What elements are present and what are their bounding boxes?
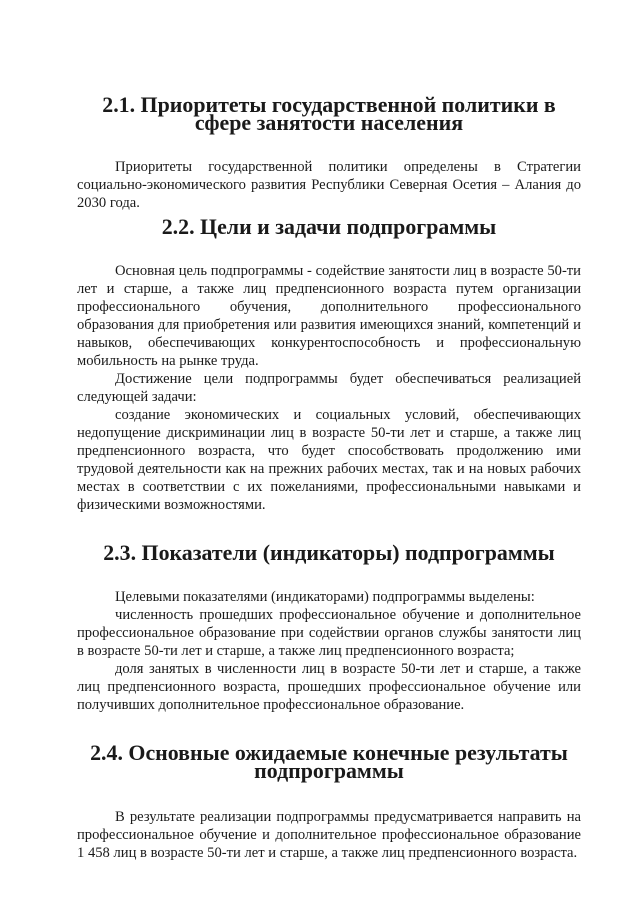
- section-heading-goals: 2.2. Цели и задачи подпрограммы: [161, 214, 497, 239]
- priorities-paragraph: Приоритеты государственной политики определены в Стратегии социально-экономического развития Республики Северная Осетия – Алания до 2030 года.: [77, 159, 581, 211]
- indicator-item-share: доля занятых в численности лиц в возрасте 50-ти лет и старше, а также лиц предпенсионного возраста, прошедших профессиональное обучение или получивших дополнительное профессиональное образование.: [77, 661, 581, 713]
- goals-main-paragraph: Основная цель подпрограммы - содействие занятости лиц в возрасте 50-ти лет и старше, а также лиц предпенсионного возраста путем организации профессионального обучения, дополнительного профессионального образования для приобретения или развития имеющихся знаний, компетенций и навыков, обеспечивающих конкурентоспособность и профессиональную мобильность на рынке труда.: [77, 263, 581, 369]
- section-heading-priorities: 2.1. Приоритеты государственной политики в сфере занятости населения: [102, 92, 556, 135]
- indicator-item-count: численность прошедших профессиональное обучение и дополнительное профессиональное образование при содействии органов службы занятости лиц в возрасте 50-ти лет и старше, а также лиц предпенсионного возраста;: [77, 607, 581, 659]
- goals-achievement-paragraph: Достижение цели подпрограммы будет обеспечиваться реализацией следующей задачи:: [77, 371, 581, 405]
- goals-task-paragraph: создание экономических и социальных условий, обеспечивающих недопущение дискриминации лиц в возрасте 50-ти лет и старше, а также лиц предпенсионного возраста, что будет способствовать продолжению ими трудовой деятельности как на прежних рабочих местах, так и на новых рабочих местах в соответствии с их пожеланиями, профессиональными навыками и физическими возможностями.: [77, 407, 581, 513]
- section-heading-results: 2.4. Основные ожидаемые конечные результаты подпрограммы: [90, 740, 568, 783]
- indicators-intro-paragraph: Целевыми показателями (индикаторами) подпрограммы выделены:: [115, 589, 535, 605]
- results-paragraph: В результате реализации подпрограммы предусматривается направить на профессиональное обучение и дополнительное профессиональное образование 1 458 лиц в возрасте 50-ти лет и старше, а также лиц предпенсионного возраста.: [77, 809, 581, 861]
- document-page: [77, 92, 581, 862]
- section-heading-indicators: 2.3. Показатели (индикаторы) подпрограммы: [103, 540, 555, 565]
